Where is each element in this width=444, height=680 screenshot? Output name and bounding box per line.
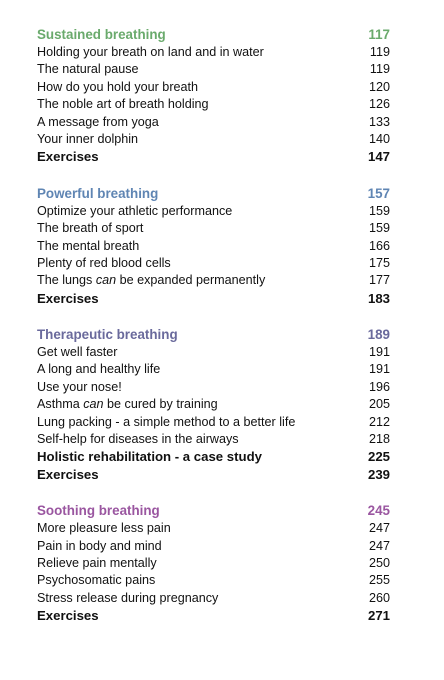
toc-entry xyxy=(37,590,390,607)
entry-title-emphasis: can xyxy=(95,273,117,288)
entry-title-text: Plenty of red blood cells xyxy=(37,255,171,270)
entry-title xyxy=(37,148,99,165)
toc-entry xyxy=(37,114,390,131)
entry-title-text: The breath of sport xyxy=(37,221,144,236)
entry-page-number: 119 xyxy=(369,62,390,77)
entry-title xyxy=(37,466,99,483)
entry-page-number: 126 xyxy=(368,97,390,112)
toc-entry xyxy=(37,414,390,431)
entry-title-text: Exercises xyxy=(37,149,99,165)
entry-title-text: Exercises xyxy=(37,608,99,624)
entry-title xyxy=(37,203,232,220)
entry-title-text: More pleasure less pain xyxy=(37,521,171,536)
toc-entry xyxy=(37,238,390,255)
entry-page-number: 159 xyxy=(368,221,390,236)
section-heading xyxy=(37,326,390,344)
entry-title-text: A long and healthy life xyxy=(37,362,161,377)
entry-page-number: 255 xyxy=(368,573,390,588)
entry-title-text: Exercises xyxy=(37,290,99,306)
entry-title xyxy=(37,44,264,61)
entry-page-number: 196 xyxy=(368,379,390,394)
toc-entry xyxy=(37,44,390,61)
section-page-number: 117 xyxy=(368,27,390,42)
toc-entry xyxy=(37,361,390,378)
toc-entry xyxy=(37,61,390,78)
entry-title xyxy=(37,238,139,255)
toc-entry xyxy=(37,396,390,413)
entry-page-number: 260 xyxy=(368,590,390,605)
section-sustained-breathing xyxy=(37,26,390,166)
toc-entry xyxy=(37,96,390,113)
entry-title xyxy=(37,79,198,96)
toc-entry-bold xyxy=(37,466,390,483)
entry-title xyxy=(37,414,295,431)
entry-page-number: 140 xyxy=(368,131,390,146)
entry-title-text: be expanded permanently xyxy=(116,273,266,288)
entry-title xyxy=(37,290,99,307)
entry-title xyxy=(37,255,171,272)
entry-page-number: 247 xyxy=(368,538,390,553)
entry-title xyxy=(37,590,218,607)
entry-title-text: Holistic rehabilitation - a case study xyxy=(37,449,262,465)
entry-page-number: 183 xyxy=(367,290,390,306)
entry-title xyxy=(37,555,157,572)
entry-page-number: 250 xyxy=(368,555,390,570)
entry-title xyxy=(37,538,162,555)
entry-title-text: Self-help for diseases in the airways xyxy=(37,432,239,447)
toc-entry xyxy=(37,272,390,289)
entry-title xyxy=(37,396,218,413)
entry-title-text: Optimize your athletic performance xyxy=(37,203,233,218)
section-page-number: 157 xyxy=(367,185,390,201)
entry-title-text: The mental breath xyxy=(37,238,140,253)
section-heading xyxy=(37,26,390,44)
entry-page-number: 120 xyxy=(368,79,390,94)
entry-page-number: 133 xyxy=(368,114,390,129)
entry-title-text: Holding your breath on land and in water xyxy=(37,45,264,59)
entry-title-text: Pain in body and mind xyxy=(37,538,162,553)
section-page-number: 245 xyxy=(367,503,390,519)
entry-title-text: be cured by training xyxy=(103,397,218,412)
entry-title-text: Psychosomatic pains xyxy=(37,573,156,588)
toc-entry xyxy=(37,131,390,148)
entry-title-text: Your inner dolphin xyxy=(37,131,139,146)
toc-entry-bold xyxy=(37,448,390,465)
toc-entry xyxy=(37,220,390,237)
entry-page-number: 177 xyxy=(368,273,390,288)
entry-title xyxy=(37,448,262,465)
entry-page-number: 205 xyxy=(368,397,390,412)
section-heading xyxy=(37,502,390,520)
entry-page-number: 239 xyxy=(367,466,390,482)
toc-entry-bold xyxy=(37,290,390,307)
entry-title-text: Exercises xyxy=(37,466,99,482)
entry-title xyxy=(37,61,139,78)
entry-title xyxy=(37,131,138,148)
entry-title xyxy=(37,431,239,448)
entry-title-text: Get well faster xyxy=(37,345,118,360)
section-title: Soothing breathing xyxy=(37,503,160,519)
toc-entry xyxy=(37,79,390,96)
toc-entry xyxy=(37,379,390,396)
toc-entry xyxy=(37,572,390,589)
entry-list xyxy=(37,44,390,166)
entry-page-number: 147 xyxy=(367,149,390,165)
entry-list xyxy=(37,344,390,483)
entry-page-number: 191 xyxy=(368,345,390,360)
entry-page-number: 119 xyxy=(369,45,390,59)
entry-title xyxy=(37,572,155,589)
section-title: Powerful breathing xyxy=(37,185,159,201)
entry-title-text: Use your nose! xyxy=(37,379,122,394)
section-therapeutic-breathing xyxy=(37,326,390,483)
entry-title xyxy=(37,379,122,396)
entry-title-text: Stress release during pregnancy xyxy=(37,590,219,605)
toc-entry-bold xyxy=(37,607,390,624)
entry-title xyxy=(37,96,209,113)
entry-title-emphasis: can xyxy=(83,397,104,412)
toc-entry xyxy=(37,431,390,448)
toc-entry xyxy=(37,555,390,572)
toc-entry xyxy=(37,203,390,220)
toc-entry xyxy=(37,344,390,361)
entry-title xyxy=(37,114,159,131)
entry-title xyxy=(37,272,265,289)
entry-list xyxy=(37,203,390,307)
entry-title-text: The natural pause xyxy=(37,62,139,77)
entry-page-number: 159 xyxy=(368,203,390,218)
toc-entry-bold xyxy=(37,148,390,165)
entry-title xyxy=(37,344,118,361)
entry-title-text: Lung packing - a simple method to a better life xyxy=(37,414,296,429)
section-title: Therapeutic breathing xyxy=(37,327,178,343)
entry-page-number: 247 xyxy=(368,521,390,536)
entry-page-number: 191 xyxy=(368,362,390,377)
toc-entry xyxy=(37,538,390,555)
entry-page-number: 225 xyxy=(367,449,390,465)
section-title: Sustained breathing xyxy=(37,27,166,42)
entry-title-text: Relieve pain mentally xyxy=(37,555,157,570)
entry-title-text: How do you hold your breath xyxy=(37,79,199,94)
entry-title-text: The lungs xyxy=(37,273,96,288)
entry-page-number: 212 xyxy=(368,414,390,429)
toc-entry xyxy=(37,255,390,272)
toc-entry xyxy=(37,520,390,537)
entry-page-number: 218 xyxy=(368,432,390,447)
entry-title-text: A message from yoga xyxy=(37,114,159,129)
entry-title-text: Asthma xyxy=(37,397,84,412)
entry-title xyxy=(37,607,99,624)
entry-title xyxy=(37,361,160,378)
entry-page-number: 166 xyxy=(368,238,390,253)
entry-title xyxy=(37,520,171,537)
entry-list xyxy=(37,520,390,624)
section-soothing-breathing xyxy=(37,502,390,624)
entry-title-text: The noble art of breath holding xyxy=(37,97,209,112)
entry-page-number: 271 xyxy=(367,608,390,624)
entry-page-number: 175 xyxy=(368,255,390,270)
section-powerful-breathing xyxy=(37,185,390,307)
section-heading xyxy=(37,185,390,203)
section-page-number: 189 xyxy=(367,327,390,343)
entry-title xyxy=(37,220,143,237)
table-of-contents xyxy=(37,26,390,625)
